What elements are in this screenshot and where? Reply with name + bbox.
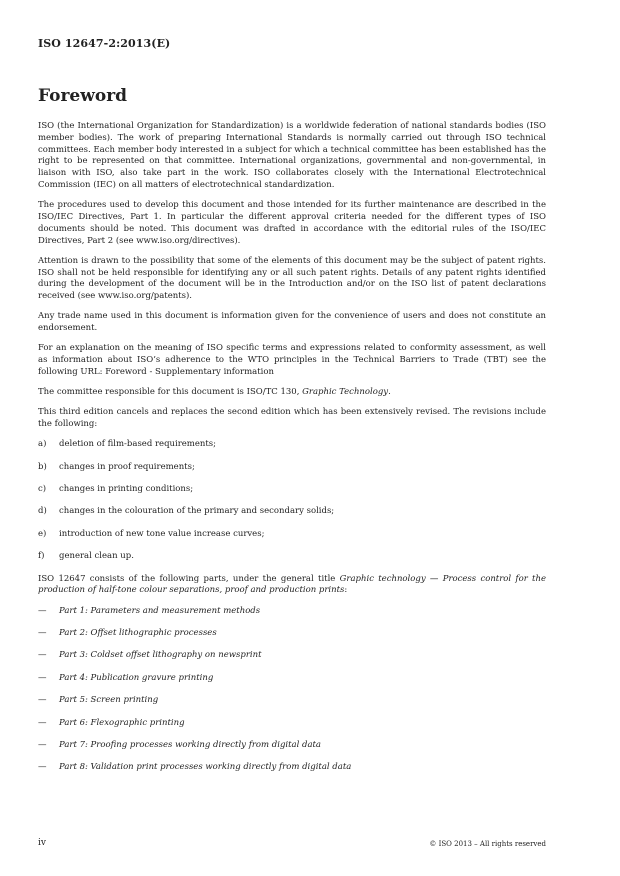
list-item-label: c): [38, 484, 47, 495]
copyright-notice: © ISO 2013 – All rights reserved: [429, 840, 546, 848]
revisions-list: [38, 439, 546, 563]
list-item: [38, 462, 546, 474]
parts-intro-suffix: :: [344, 585, 348, 596]
list-item: [38, 484, 546, 496]
list-item-text: deletion of film-based requirements;: [59, 439, 217, 450]
part-title: Part 7: Proofing processes working directly from digital data: [59, 739, 321, 750]
part-title: Part 6: Flexographic printing: [59, 717, 185, 728]
dash-marker: —: [38, 605, 47, 616]
list-item: [38, 673, 546, 685]
list-item: [38, 606, 546, 618]
standard-identifier: ISO 12647-2:2013(E): [38, 37, 171, 50]
list-item: [38, 650, 546, 662]
parts-intro-text: ISO 12647 consists of the following parts, under the general title: [38, 573, 340, 584]
list-item: [38, 762, 546, 774]
general-title: Graphic technology — Process control for the production of half-tone colour separations, proof and production prints: [38, 573, 546, 596]
part-title: Part 3: Coldset offset lithography on newsprint: [59, 650, 262, 661]
list-item: [38, 551, 546, 563]
dash-marker: —: [38, 739, 47, 750]
part-title: Part 1: Parameters and measurement methods: [59, 605, 261, 616]
paragraph-trade-name: Any trade name used in this document is information given for the convenience of users and does not constitute an endorsement.: [38, 311, 546, 334]
list-item-text: changes in printing conditions;: [59, 484, 194, 495]
paragraph-iso-intro: ISO (the International Organization for Standardization) is a worldwide federation of national standards bodies (ISO member bodies). The work of preparing International Standards is normally carried out through ISO technical committees. Each member body interested in a subject for which a technical committee has been established has the right to be represented on that committee. International organizations, governmental and non-governmental, in liaison with ISO, also take part in the work. ISO collaborates closely with the International Electrotechnical Commission (IEC) on all matters of electrotechnical standardization.: [38, 121, 546, 190]
list-item-text: introduction of new tone value increase curves;: [59, 528, 265, 539]
committee-suffix: .: [388, 387, 391, 398]
paragraph-committee: [38, 387, 546, 399]
paragraph-edition: This third edition cancels and replaces the second edition which has been extensively revised. The revisions include the following:: [38, 407, 546, 430]
list-item-label: a): [38, 439, 47, 450]
part-title: Part 4: Publication gravure printing: [59, 672, 214, 683]
page-title: Foreword: [38, 86, 128, 106]
list-item-text: changes in the colouration of the primary and secondary solids;: [59, 506, 335, 517]
paragraph-patents: Attention is drawn to the possibility that some of the elements of this document may be the subject of patent rights. ISO shall not be held responsible for identifying any or all such patent rights. Details of any patent rights identified during the development of the document will be in the Introduction and/or on the ISO list of patent declarations received (see www.iso.org/patents).: [38, 255, 546, 302]
list-item-label: b): [38, 461, 47, 472]
dash-marker: —: [38, 650, 47, 661]
committee-text: The committee responsible for this document is ISO/TC 130,: [38, 387, 303, 398]
list-item: [38, 439, 546, 451]
list-item-label: e): [38, 528, 47, 539]
list-item-label: f): [38, 551, 45, 562]
paragraph-procedures: The procedures used to develop this document and those intended for its further maintenance are described in the ISO/IEC Directives, Part 1. In particular the different approval criteria needed for the different types of ISO documents should be noted. This document was drafted in accordance with the editorial rules of the ISO/IEC Directives, Part 2 (see www.iso.org/directives).: [38, 200, 546, 246]
list-item: [38, 695, 546, 707]
dash-marker: —: [38, 627, 47, 638]
parts-list: [38, 606, 546, 775]
list-item: [38, 529, 546, 541]
list-item: [38, 740, 546, 752]
list-item-label: d): [38, 506, 47, 517]
dash-marker: —: [38, 717, 47, 728]
dash-marker: —: [38, 762, 47, 773]
list-item: [38, 718, 546, 730]
list-item: [38, 628, 546, 640]
list-item-text: changes in proof requirements;: [59, 461, 195, 472]
dash-marker: —: [38, 695, 47, 706]
foreword-body: [38, 121, 546, 785]
part-title: Part 5: Screen printing: [59, 695, 159, 706]
list-item: [38, 506, 546, 518]
part-title: Part 8: Validation print processes working directly from digital data: [59, 762, 352, 773]
paragraph-conformity: For an explanation on the meaning of ISO specific terms and expressions related to conformity assessment, as well as information about ISO’s adherence to the WTO principles in the Technical Barriers to Trade (TBT) see the following URL: Foreword - Supplementary information: [38, 343, 546, 377]
paragraph-parts-intro: [38, 574, 546, 598]
dash-marker: —: [38, 672, 47, 683]
list-item-text: general clean up.: [59, 551, 134, 562]
committee-name: Graphic Technology: [302, 387, 389, 398]
page-number: iv: [38, 838, 46, 848]
part-title: Part 2: Offset lithographic processes: [59, 627, 217, 638]
